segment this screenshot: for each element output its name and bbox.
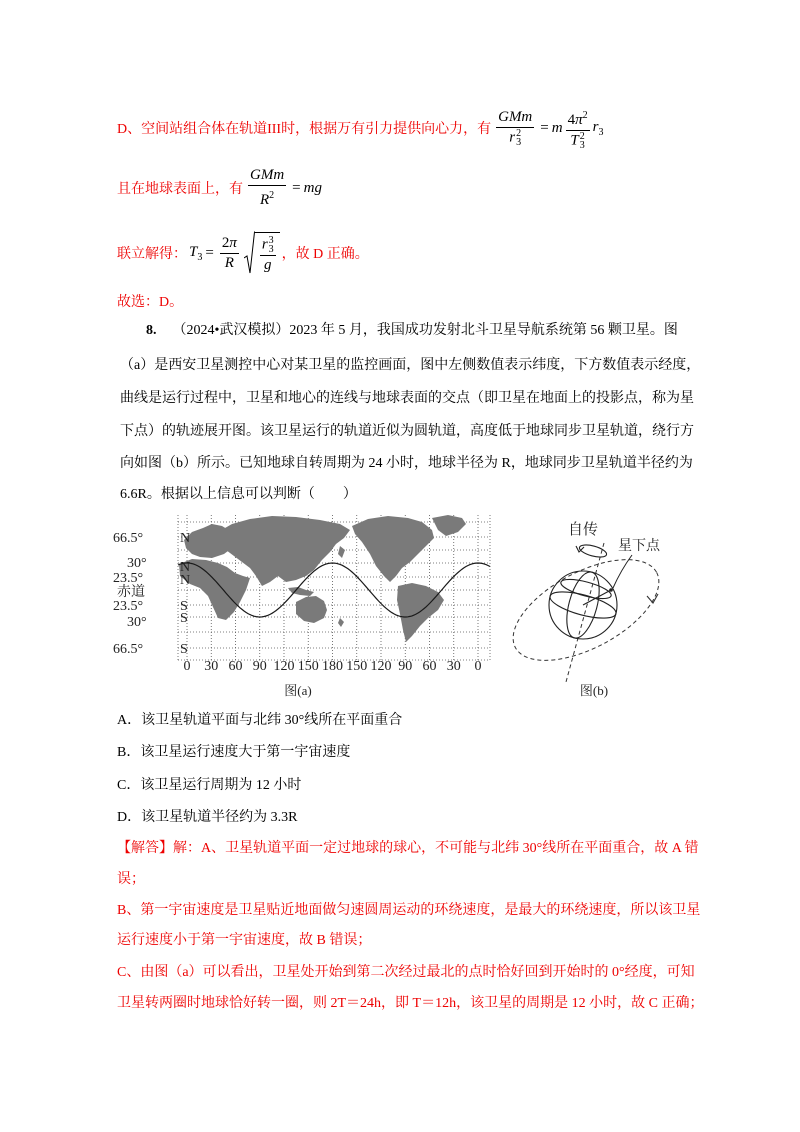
lat-label: 30°	[127, 615, 147, 630]
land-japan	[338, 546, 345, 558]
fraction	[248, 167, 286, 209]
solution-text: ，故 D 正确。	[281, 247, 369, 262]
option-text: 该卫星运行速度大于第一宇宙速度	[140, 745, 351, 760]
superscript: 2	[516, 128, 522, 139]
option-a	[117, 713, 402, 729]
solution-line: 卫星转两圈时地球恰好转一圈，则 2T＝24h，即 T＝12h，该卫星的周期是 12 小时，故 C 正确；	[117, 996, 704, 1011]
figure-b-orbit-diagram	[500, 510, 680, 705]
symbol: mg	[303, 179, 322, 196]
sup-sub	[516, 129, 521, 147]
question-number: 8.	[146, 323, 157, 338]
figure-b-caption: 图(b)	[579, 683, 609, 698]
lon-label: 30	[446, 659, 461, 674]
symbol: T	[189, 243, 198, 260]
denominator	[258, 186, 276, 209]
solution-line	[117, 841, 699, 857]
solution-text: 解：A、卫星轨道平面一定过地球的球心，不可能与北纬 30°线所在平面重合，故 A 错	[173, 841, 699, 856]
answer-choice: 故选：D。	[117, 295, 184, 310]
denominator: g	[264, 256, 272, 273]
lat-hemisphere: S	[180, 642, 188, 657]
lon-label: 60	[228, 659, 243, 674]
lat-hemisphere: S	[180, 599, 188, 614]
lon-label: 120	[370, 659, 392, 674]
fraction	[566, 107, 590, 150]
formula-surface-gravity	[245, 167, 322, 209]
option-text: 该卫星运行周期为 12 小时	[140, 778, 302, 793]
land-new-zealand	[338, 618, 344, 627]
solution-tag: 【解答】	[117, 841, 173, 856]
lat-label: 23.5°	[113, 571, 144, 586]
orbit-svg	[500, 510, 680, 705]
land-north-america	[352, 516, 434, 582]
longitude-labels	[184, 659, 482, 674]
option-letter: A．	[117, 713, 142, 728]
sup-sub	[580, 132, 585, 150]
superscript: 2	[579, 130, 585, 142]
lon-label: 150	[297, 659, 319, 674]
symbol: π	[229, 234, 237, 251]
solution-line-d	[117, 103, 605, 153]
symbol: r	[592, 118, 599, 135]
lon-label: 0	[474, 659, 482, 674]
numerator	[220, 235, 239, 254]
option-d	[117, 810, 297, 826]
equals-sign: =	[292, 179, 301, 196]
land-south-america	[397, 583, 444, 642]
earth-globe	[548, 569, 619, 642]
symbol: r	[509, 129, 516, 146]
lon-label: 30	[204, 659, 219, 674]
square-root	[244, 231, 280, 275]
period-term	[189, 244, 202, 263]
equator-label: 赤道	[117, 585, 145, 600]
symbol: π	[575, 111, 583, 128]
option-c	[117, 778, 301, 794]
subscript: 3	[598, 126, 604, 138]
lat-label: 66.5°	[113, 642, 144, 657]
fraction	[496, 109, 534, 147]
formula-period	[189, 231, 280, 275]
radius-term	[593, 119, 604, 138]
question-text: 下点）的轨迹展开图。该卫星运行的轨道近似为圆轨道，高度低于地球同步卫星轨道，绕行方	[120, 424, 694, 439]
denominator	[507, 128, 523, 147]
sup-sub	[269, 236, 274, 254]
lat-hemisphere: N	[180, 573, 191, 588]
lon-label: 120	[273, 659, 295, 674]
question-text: 向如图（b）所示。已知地球自转周期为 24 小时，地球半径为 R，地球同步卫星轨道半径约为	[120, 456, 693, 471]
question-text: 曲线是运行过程中，卫星和地心的连线与地球表面的交点（即卫星在地面上的投影点，称为星	[120, 391, 694, 406]
subpoint-label: 星下点	[618, 539, 660, 554]
solution-text: 且在地球表面上，有	[117, 182, 243, 197]
numerator	[566, 107, 590, 131]
option-text: 该卫星轨道平面与北纬 30°线所在平面重合	[141, 713, 403, 728]
numerator: GMm	[496, 109, 534, 128]
fraction	[260, 236, 276, 274]
question-first-line	[146, 323, 678, 339]
solution-line: B、第一宇宙速度是卫星贴近地面做匀速圆周运动的环绕速度，是最大的环绕速度，所以该卫星	[117, 903, 701, 918]
denominator	[568, 131, 586, 150]
solution-line-surface	[117, 163, 324, 213]
superscript: 2	[269, 190, 275, 201]
equals-sign: =	[205, 244, 214, 261]
map-svg	[100, 510, 500, 705]
subscript: 3	[197, 251, 203, 263]
subscript: 3	[579, 139, 585, 151]
solution-line: C、由图（a）可以看出，卫星处开始到第二次经过最北的点时恰好回到开始时的 0°经度，可知	[117, 965, 695, 980]
figure-a-ground-track-map	[100, 510, 500, 705]
lon-label: 0	[183, 659, 191, 674]
solution-line: 运行速度小于第一宇宙速度，故 B 错误；	[117, 933, 372, 948]
solution-text: 联立解得：	[117, 247, 187, 262]
lon-label: 90	[252, 659, 267, 674]
solution-text: D、空间站组合体在轨道III时，根据万有引力提供向心力，有	[117, 122, 492, 137]
question-text: （2024•武汉模拟）2023 年 5 月，我国成功发射北斗卫星导航系统第 56 颗卫星。图	[172, 323, 678, 338]
solution-line: 误；	[117, 872, 145, 887]
denominator: R	[224, 254, 234, 271]
superscript: 2	[582, 109, 588, 121]
equals-sign: =	[540, 119, 549, 136]
option-text: 该卫星轨道半径约为 3.3R	[141, 810, 298, 825]
radicand	[255, 232, 280, 275]
figure-a-caption: 图(a)	[284, 683, 312, 698]
symbol: m	[551, 119, 563, 136]
lat-label: 66.5°	[113, 531, 144, 546]
formula-gravity-centripetal	[493, 107, 603, 150]
option-letter: C．	[117, 778, 141, 793]
radical-sign-icon	[244, 231, 255, 275]
question-text: （a）是西安卫星测控中心对某卫星的监控画面，图中左侧数值表示纬度，下方数值表示经度，	[120, 358, 701, 373]
symbol: r	[261, 235, 268, 252]
rotation-label: 自传	[568, 522, 599, 538]
lat-label: 30°	[127, 556, 147, 571]
numerator	[260, 236, 276, 256]
lat-label: 23.5°	[113, 599, 144, 614]
numerator: GMm	[248, 167, 286, 186]
lon-label: 60	[422, 659, 437, 674]
lat-hemisphere: N	[180, 560, 191, 575]
question-text: 6.6R。根据以上信息可以判断（ ）	[120, 487, 357, 502]
subsatellite-point	[609, 588, 613, 592]
option-b	[117, 745, 350, 761]
coefficient: 4	[567, 111, 576, 128]
lon-label: 90	[398, 659, 413, 674]
subscript: 3	[268, 243, 274, 255]
symbol: R	[260, 192, 270, 208]
symbol: T	[570, 131, 579, 148]
option-letter: D．	[117, 810, 142, 825]
lat-hemisphere: S	[180, 611, 188, 626]
land-greenland	[432, 515, 466, 536]
lon-label: 150	[346, 659, 368, 674]
option-letter: B．	[117, 745, 141, 760]
orbit-direction-arrow-icon	[647, 594, 658, 603]
map-land	[179, 515, 466, 642]
coefficient: 2	[221, 234, 230, 251]
land-australia	[296, 596, 327, 623]
subscript: 3	[516, 137, 522, 148]
satellite-orbit	[500, 539, 674, 681]
lon-label: 180	[322, 659, 343, 674]
superscript: 3	[268, 234, 274, 246]
solution-line-solve	[117, 228, 369, 278]
fraction	[220, 235, 239, 272]
lat-hemisphere: N	[180, 531, 191, 546]
